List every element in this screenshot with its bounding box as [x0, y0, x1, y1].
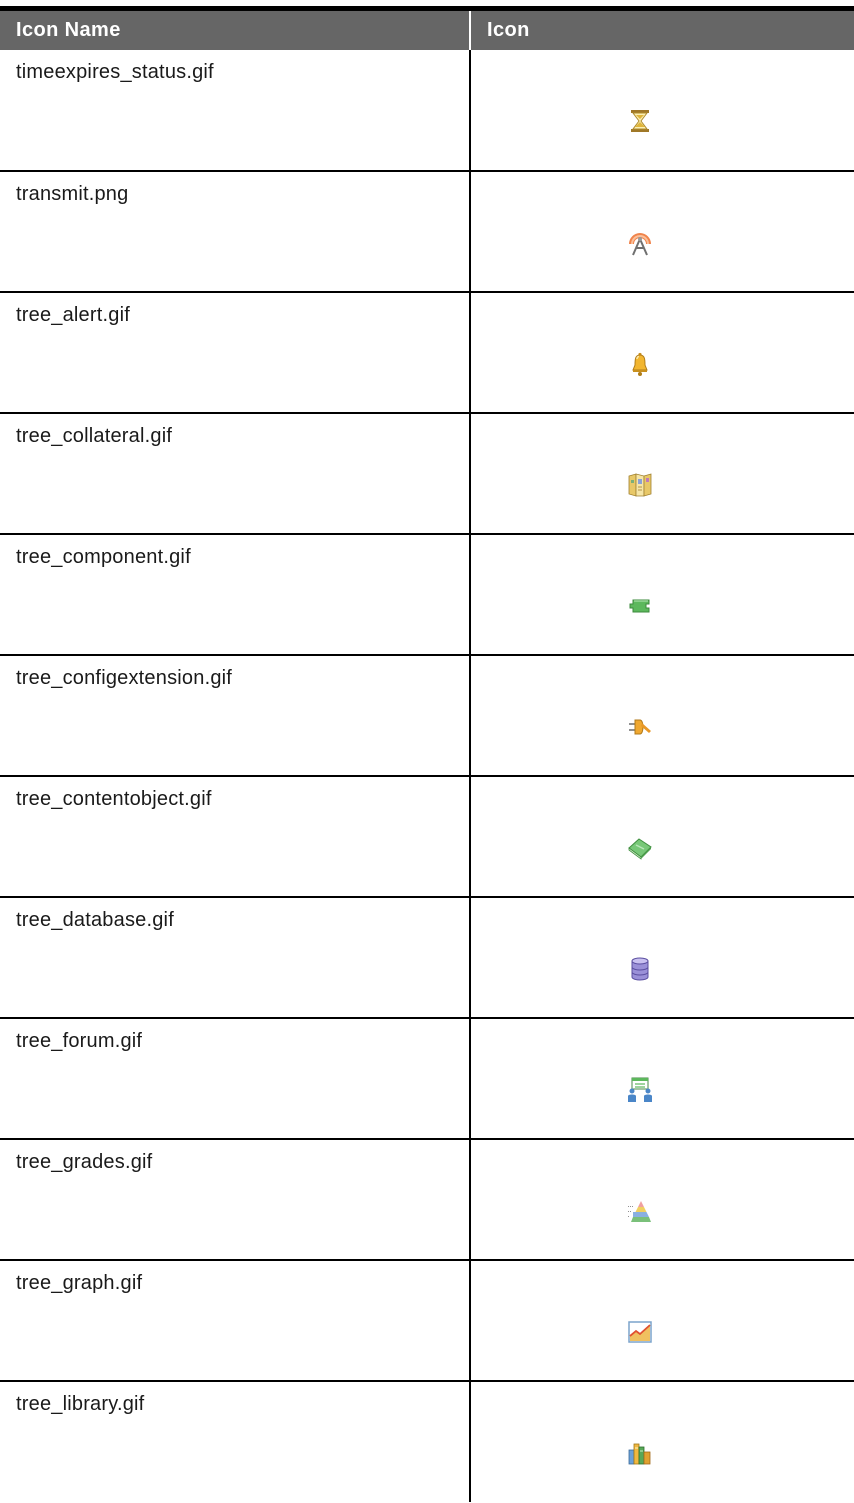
icon-name-cell: transmit.png	[0, 171, 470, 292]
table-row	[0, 50, 854, 171]
database-icon	[627, 956, 653, 982]
icon-cell	[470, 1139, 854, 1260]
icon-cell	[470, 1260, 854, 1381]
table-row	[0, 655, 854, 776]
table-row	[0, 171, 854, 292]
table-row	[0, 1139, 854, 1260]
icon-cell	[470, 534, 854, 655]
icon-name-cell: tree_collateral.gif	[0, 413, 470, 534]
icon-cell	[470, 50, 854, 171]
icon-cell	[470, 292, 854, 413]
brochure-icon	[627, 472, 653, 498]
table-header-row	[0, 9, 854, 50]
forum-people-icon	[627, 1077, 653, 1103]
icon-name-cell: tree_library.gif	[16, 1392, 145, 1415]
table-row	[0, 1018, 854, 1139]
bell-icon	[627, 351, 653, 377]
table-row	[0, 1260, 854, 1381]
icon-cell	[470, 171, 854, 292]
transmit-tower-icon	[627, 230, 653, 256]
table-row	[0, 1381, 854, 1502]
green-book-icon	[627, 835, 653, 861]
icon-name-cell: tree_configextension.gif	[0, 655, 470, 776]
column-header-icon: Icon	[470, 9, 854, 50]
pyramid-grades-icon	[627, 1198, 653, 1224]
table-row	[0, 292, 854, 413]
icon-cell	[470, 1381, 854, 1502]
icon-name-cell: tree_component.gif	[0, 534, 470, 655]
table-row	[0, 534, 854, 655]
icon-cell	[470, 897, 854, 1018]
table-row	[0, 413, 854, 534]
icon-cell	[470, 655, 854, 776]
icon-cell	[470, 776, 854, 897]
icon-name-cell: tree_grades.gif	[0, 1139, 470, 1260]
hourglass-icon	[627, 108, 653, 134]
icon-name-cell: timeexpires_status.gif	[0, 50, 470, 171]
icon-cell	[470, 413, 854, 534]
table-row	[0, 897, 854, 1018]
line-graph-icon	[627, 1319, 653, 1345]
icon-name-cell: tree_forum.gif	[0, 1018, 470, 1139]
icon-name-cell: tree_alert.gif	[0, 292, 470, 413]
icon-name-cell: tree_database.gif	[0, 897, 470, 1018]
column-header-icon-name: Icon Name	[0, 9, 470, 50]
icon-cell	[470, 1018, 854, 1139]
icon-name-cell: tree_graph.gif	[0, 1260, 470, 1381]
library-books-icon	[627, 1440, 653, 1466]
table-row	[0, 776, 854, 897]
icon-name-cell: tree_contentobject.gif	[0, 776, 470, 897]
puzzle-piece-icon	[627, 593, 653, 619]
icon-table	[0, 6, 854, 1502]
plug-icon	[627, 714, 653, 740]
